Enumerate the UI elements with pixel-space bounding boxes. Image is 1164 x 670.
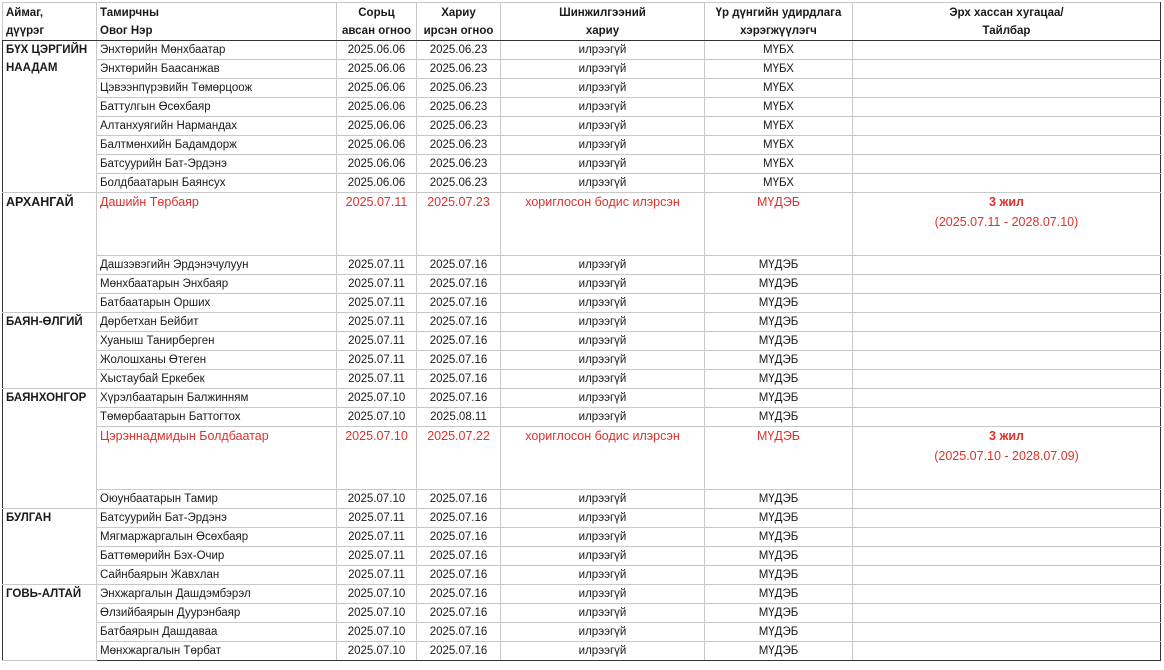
athlete-name: Алтанхуягийн Нармандах [97, 117, 337, 136]
test-result: илрээгүй [501, 275, 705, 294]
organizer: МҮДЭБ [705, 275, 853, 294]
organizer: МҮДЭБ [705, 566, 853, 585]
header-name: Тамирчны Овог Нэр [97, 3, 337, 41]
test-result: илрээгүй [501, 351, 705, 370]
sanction-note [853, 98, 1161, 117]
organizer: МҮДЭБ [705, 528, 853, 547]
sample-date: 2025.07.11 [337, 313, 417, 332]
province-cell [3, 389, 97, 509]
athlete-name: Дашийн Төрбаяр [97, 193, 337, 256]
organizer: МҮДЭБ [705, 604, 853, 623]
result-date: 2025.07.16 [417, 389, 501, 408]
result-date: 2025.06.23 [417, 98, 501, 117]
sample-date: 2025.07.11 [337, 294, 417, 313]
sample-date: 2025.06.06 [337, 79, 417, 98]
athlete-name: Хүрэлбаатарын Балжинням [97, 389, 337, 408]
result-date: 2025.07.16 [417, 313, 501, 332]
organizer: МҮДЭБ [705, 623, 853, 642]
athlete-name: Батбаатарын Орших [97, 294, 337, 313]
athlete-name: Энхтөрийн Баасанжав [97, 60, 337, 79]
sanction-note [853, 528, 1161, 547]
sample-date: 2025.07.10 [337, 585, 417, 604]
test-result: илрээгүй [501, 294, 705, 313]
table-row [3, 275, 1161, 294]
sanction-note [853, 79, 1161, 98]
sample-date: 2025.06.06 [337, 136, 417, 155]
test-result: илрээгүй [501, 155, 705, 174]
organizer: МҮДЭБ [705, 547, 853, 566]
sanction-note [853, 604, 1161, 623]
sample-date: 2025.07.10 [337, 427, 417, 490]
athlete-name: Цэвээнпүрэвийн Төмөрцоож [97, 79, 337, 98]
result-date: 2025.06.23 [417, 41, 501, 60]
header-province: Аймаг, дүүрэг [3, 3, 97, 41]
sanction-note [853, 585, 1161, 604]
sample-date: 2025.06.06 [337, 98, 417, 117]
sanction-note [853, 294, 1161, 313]
athlete-name: Мягмаржаргалын Өсөхбаяр [97, 528, 337, 547]
sample-date: 2025.07.10 [337, 623, 417, 642]
result-date: 2025.07.16 [417, 256, 501, 275]
result-date: 2025.06.23 [417, 117, 501, 136]
table-row [3, 604, 1161, 623]
athlete-name: Хуаныш Танирберген [97, 332, 337, 351]
test-result: илрээгүй [501, 98, 705, 117]
test-result: илрээгүй [501, 585, 705, 604]
test-result: илрээгүй [501, 136, 705, 155]
test-result: илрээгүй [501, 256, 705, 275]
sample-date: 2025.07.11 [337, 193, 417, 256]
athlete-name: Жолошханы Өтеген [97, 351, 337, 370]
athlete-name: Төмөрбаатарын Баттогтох [97, 408, 337, 427]
athlete-name: Дашзэвэгийн Эрдэнэчулуун [97, 256, 337, 275]
sample-date: 2025.06.06 [337, 41, 417, 60]
organizer: МҮДЭБ [705, 509, 853, 528]
result-date: 2025.07.16 [417, 566, 501, 585]
organizer: МҮБХ [705, 41, 853, 60]
sanction-note [853, 313, 1161, 332]
sanction-note [853, 174, 1161, 193]
sanction-note [853, 155, 1161, 174]
test-result: илрээгүй [501, 41, 705, 60]
athlete-name: Сайнбаярын Жавхлан [97, 566, 337, 585]
sanction-duration: 3 жил [989, 195, 1024, 209]
test-result: илрээгүй [501, 174, 705, 193]
test-result: илрээгүй [501, 509, 705, 528]
test-result: илрээгүй [501, 313, 705, 332]
sanction-note [853, 60, 1161, 79]
province-label: АРХАНГАЙ [6, 195, 74, 209]
result-date: 2025.06.23 [417, 155, 501, 174]
organizer: МҮДЭБ [705, 256, 853, 275]
result-date: 2025.08.11 [417, 408, 501, 427]
sanction-note [853, 509, 1161, 528]
table-row [3, 389, 1161, 408]
organizer: МҮБХ [705, 155, 853, 174]
sample-date: 2025.07.10 [337, 604, 417, 623]
organizer: МҮДЭБ [705, 370, 853, 389]
sanction-note [853, 136, 1161, 155]
result-date: 2025.07.16 [417, 623, 501, 642]
province-cell [3, 585, 97, 661]
test-result: илрээгүй [501, 332, 705, 351]
sanction-note [853, 351, 1161, 370]
organizer: МҮДЭБ [705, 427, 853, 490]
organizer: МҮБХ [705, 98, 853, 117]
sample-date: 2025.07.11 [337, 351, 417, 370]
athlete-name: Энхжаргалын Дашдэмбэрэл [97, 585, 337, 604]
athlete-name: Өлзийбаярын Дуурэнбаяр [97, 604, 337, 623]
header-row [3, 3, 1161, 41]
organizer: МҮДЭБ [705, 408, 853, 427]
athlete-name: Балтмөнхийн Бадамдорж [97, 136, 337, 155]
table-row [3, 256, 1161, 275]
athlete-name: Мөнхжаргалын Төрбат [97, 642, 337, 661]
sample-date: 2025.07.11 [337, 566, 417, 585]
table-row [3, 332, 1161, 351]
organizer: МҮБХ [705, 79, 853, 98]
test-result: илрээгүй [501, 79, 705, 98]
province-cell [3, 313, 97, 389]
sanction-note [853, 547, 1161, 566]
athlete-name: Энхтөрийн Мөнхбаатар [97, 41, 337, 60]
sample-date: 2025.06.06 [337, 155, 417, 174]
organizer: МҮДЭБ [705, 642, 853, 661]
result-date: 2025.07.16 [417, 351, 501, 370]
result-date: 2025.07.16 [417, 332, 501, 351]
sample-date: 2025.07.11 [337, 509, 417, 528]
organizer: МҮБХ [705, 136, 853, 155]
result-date: 2025.07.16 [417, 547, 501, 566]
athlete-name: Баттөмөрийн Бэх-Очир [97, 547, 337, 566]
table-row [3, 370, 1161, 389]
sample-date: 2025.07.10 [337, 642, 417, 661]
header-test-result: Шинжилгээний хариу [501, 3, 705, 41]
result-date: 2025.07.16 [417, 585, 501, 604]
province-cell [3, 41, 97, 193]
sample-date: 2025.07.10 [337, 408, 417, 427]
organizer: МҮДЭБ [705, 490, 853, 509]
table-row [3, 117, 1161, 136]
test-result: илрээгүй [501, 604, 705, 623]
header-sanction: Эрх хассан хугацаа/ Тайлбар [853, 3, 1161, 41]
table-row [3, 294, 1161, 313]
sanction-note [853, 389, 1161, 408]
province-cell [3, 509, 97, 585]
organizer: МҮДЭБ [705, 313, 853, 332]
test-result: хориглосон бодис илэрсэн [501, 193, 705, 256]
sample-date: 2025.07.11 [337, 275, 417, 294]
sample-date: 2025.07.11 [337, 332, 417, 351]
result-date: 2025.06.23 [417, 60, 501, 79]
organizer: МҮДЭБ [705, 193, 853, 256]
result-date: 2025.06.23 [417, 174, 501, 193]
result-date: 2025.07.16 [417, 509, 501, 528]
table-row [3, 193, 1161, 256]
table-row [3, 566, 1161, 585]
organizer: МҮДЭБ [705, 585, 853, 604]
test-result: илрээгүй [501, 528, 705, 547]
table-row [3, 408, 1161, 427]
table-row [3, 60, 1161, 79]
table-row [3, 41, 1161, 60]
athlete-name: Батсуурийн Бат-Эрдэнэ [97, 509, 337, 528]
test-result: илрээгүй [501, 547, 705, 566]
sanction-note [853, 275, 1161, 294]
result-date: 2025.07.22 [417, 427, 501, 490]
province-label: БАЯН-ӨЛГИЙ [6, 316, 83, 328]
sanction-period: (2025.07.11 - 2028.07.10) [934, 215, 1079, 229]
header-result-date: Хариу ирсэн огноо [417, 3, 501, 41]
test-result: илрээгүй [501, 642, 705, 661]
sanction-note [853, 256, 1161, 275]
sanction-note [853, 370, 1161, 389]
sample-date: 2025.06.06 [337, 117, 417, 136]
sanction-note [853, 427, 1161, 490]
athlete-name: Баттулгын Өсөхбаяр [97, 98, 337, 117]
sanction-note [853, 566, 1161, 585]
sample-date: 2025.06.06 [337, 60, 417, 79]
table-row [3, 585, 1161, 604]
table-row [3, 98, 1161, 117]
test-result: илрээгүй [501, 389, 705, 408]
test-result: хориглосон бодис илэрсэн [501, 427, 705, 490]
table-row [3, 509, 1161, 528]
result-date: 2025.07.16 [417, 275, 501, 294]
sample-date: 2025.06.06 [337, 174, 417, 193]
sample-date: 2025.07.11 [337, 370, 417, 389]
table-row [3, 155, 1161, 174]
table-row [3, 136, 1161, 155]
result-date: 2025.06.23 [417, 79, 501, 98]
result-date: 2025.07.16 [417, 528, 501, 547]
province-label: БАЯНХОНГОР [6, 392, 87, 404]
sanction-note [853, 332, 1161, 351]
table-row [3, 623, 1161, 642]
result-date: 2025.07.16 [417, 294, 501, 313]
province-label: ГОВЬ-АЛТАЙ [6, 588, 82, 600]
organizer: МҮДЭБ [705, 351, 853, 370]
test-result: илрээгүй [501, 490, 705, 509]
sample-date: 2025.07.10 [337, 389, 417, 408]
athlete-name: Болдбаатарын Баянсух [97, 174, 337, 193]
sanction-duration: 3 жил [989, 429, 1024, 443]
sanction-note [853, 193, 1161, 256]
sample-date: 2025.07.10 [337, 490, 417, 509]
sanction-note [853, 117, 1161, 136]
result-date: 2025.07.23 [417, 193, 501, 256]
sanction-note [853, 642, 1161, 661]
header-organizer: Үр дүнгийн удирдлага хэрэгжүүлэгч [705, 3, 853, 41]
organizer: МҮБХ [705, 174, 853, 193]
table-row [3, 490, 1161, 509]
organizer: МҮБХ [705, 60, 853, 79]
table-row [3, 174, 1161, 193]
table-row [3, 313, 1161, 332]
test-result: илрээгүй [501, 117, 705, 136]
province-label-line2: НААДАМ [6, 62, 58, 74]
athlete-name: Дөрбетхан Бейбит [97, 313, 337, 332]
doping-results-table [2, 2, 1161, 661]
athlete-name: Мөнхбаатарын Энхбаяр [97, 275, 337, 294]
test-result: илрээгүй [501, 623, 705, 642]
organizer: МҮДЭБ [705, 294, 853, 313]
table-row [3, 642, 1161, 661]
result-date: 2025.07.16 [417, 604, 501, 623]
table-row [3, 547, 1161, 566]
result-date: 2025.07.16 [417, 490, 501, 509]
organizer: МҮДЭБ [705, 332, 853, 351]
test-result: илрээгүй [501, 408, 705, 427]
organizer: МҮДЭБ [705, 389, 853, 408]
athlete-name: Хыстаубай Еркебек [97, 370, 337, 389]
province-cell [3, 193, 97, 313]
province-label: БҮХ ЦЭРГИЙН [6, 44, 88, 56]
sanction-note [853, 490, 1161, 509]
test-result: илрээгүй [501, 370, 705, 389]
sanction-period: (2025.07.10 - 2028.07.09) [934, 449, 1079, 463]
sanction-note [853, 408, 1161, 427]
sanction-note [853, 41, 1161, 60]
test-result: илрээгүй [501, 566, 705, 585]
result-date: 2025.06.23 [417, 136, 501, 155]
test-result: илрээгүй [501, 60, 705, 79]
sample-date: 2025.07.11 [337, 256, 417, 275]
athlete-name: Батсуурийн Бат-Эрдэнэ [97, 155, 337, 174]
result-date: 2025.07.16 [417, 642, 501, 661]
sanction-note [853, 623, 1161, 642]
sample-date: 2025.07.11 [337, 547, 417, 566]
table-row [3, 528, 1161, 547]
province-label: БУЛГАН [6, 512, 52, 524]
organizer: МҮБХ [705, 117, 853, 136]
table-row [3, 79, 1161, 98]
athlete-name: Оюунбаатарын Тамир [97, 490, 337, 509]
result-date: 2025.07.16 [417, 370, 501, 389]
header-sample-date: Сорьц авсан огноо [337, 3, 417, 41]
sample-date: 2025.07.11 [337, 528, 417, 547]
table-row [3, 351, 1161, 370]
athlete-name: Батбаярын Дашдаваа [97, 623, 337, 642]
table-row [3, 427, 1161, 490]
athlete-name: Цэрэннадмидын Болдбаатар [97, 427, 337, 490]
